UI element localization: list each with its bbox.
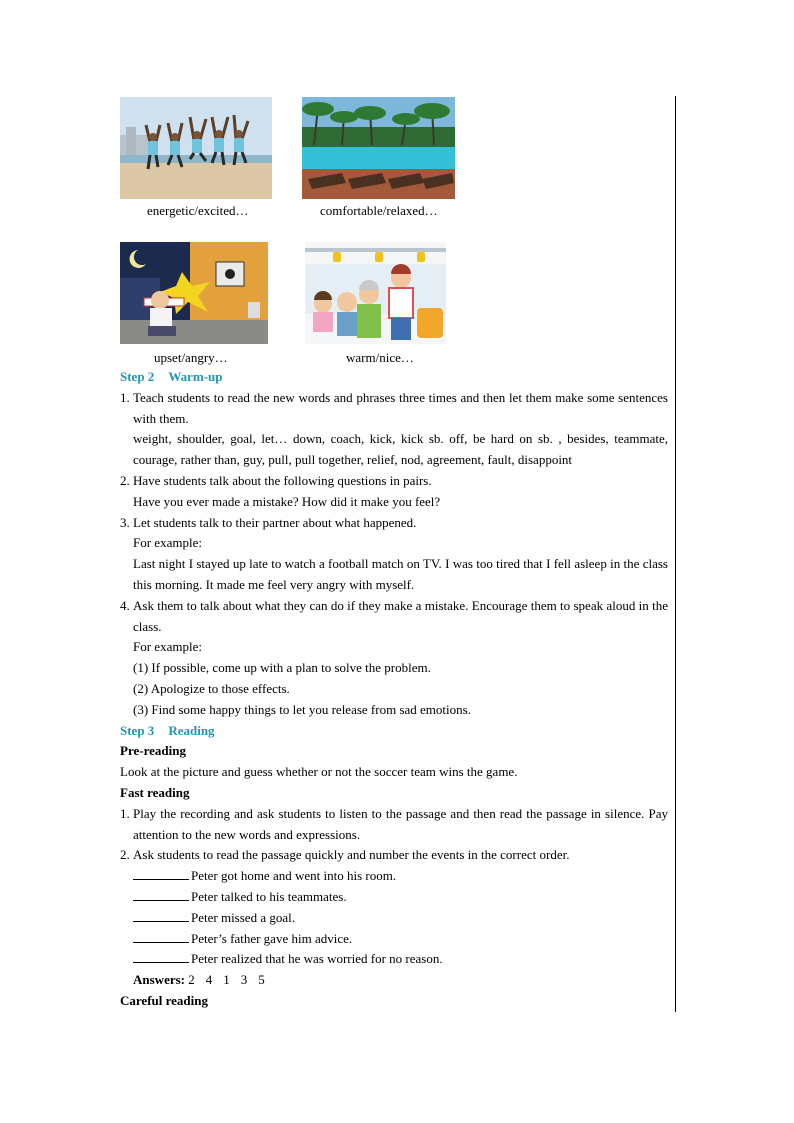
pre-reading-text: Look at the picture and guess whether or not the soccer team wins the game. — [120, 764, 518, 780]
answers-line: Answers: 2 4 1 3 5 — [133, 972, 265, 988]
step2-item-3: 3. Let students talk to their partner about what happened. — [120, 514, 417, 530]
discussion-question: Have you ever made a mistake? How did it make you feel? — [133, 493, 441, 509]
event-row: Peter talked to his teammates. — [120, 887, 668, 908]
caption-1: energetic/excited… — [147, 203, 249, 218]
margin-rule — [675, 96, 676, 1012]
step2-item-1: 1. Teach students to read the new words and phrases three times and then let them make some sentences with them. — [120, 389, 668, 426]
beach-jump-photo — [120, 97, 272, 199]
careful-reading-heading: Careful reading — [120, 992, 208, 1008]
event-row: Peter missed a goal. — [120, 908, 668, 929]
caption-3: upset/angry… — [154, 350, 228, 365]
angry-man-cartoon — [120, 242, 268, 344]
family-bus-cartoon — [305, 242, 446, 344]
pre-reading-heading: Pre-reading — [120, 743, 186, 759]
suggestion-1: (1) If possible, come up with a plan to solve the problem. — [133, 660, 431, 676]
event-row: Peter realized that he was worried for no reason. — [120, 949, 668, 970]
step2-heading: Step 2 Warm-up — [120, 369, 223, 384]
event-row: Peter’s father gave him advice. — [120, 929, 668, 950]
answer-blank[interactable] — [133, 949, 189, 963]
step2-item-2: 2. Have students talk about the following questions in pairs. — [120, 472, 432, 488]
caption-4: warm/nice… — [346, 350, 414, 365]
answer-blank[interactable] — [133, 908, 189, 922]
answer-blank[interactable] — [133, 887, 189, 901]
step3-heading: Step 3 Reading — [120, 722, 215, 738]
lesson-text — [120, 367, 668, 1012]
fast-reading-item-1: 1. Play the recording and ask students to listen to the passage and then read the passage in silence. Pay attention to the new words and expressions. — [120, 805, 668, 842]
pool-resort-photo — [302, 97, 455, 199]
suggestion-3: (3) Find some happy things to let you release from sad emotions. — [133, 701, 471, 717]
vocabulary-list: weight, shoulder, goal, let… down, coach, kick, kick sb. off, be hard on sb. , besides, teammate, courage, rather than, guy, pull, pull together, relief, nod, agreement, fault, disappoint — [133, 431, 668, 468]
example-text: Last night I stayed up late to watch a football match on TV. I was too tired that I fell asleep in the class this morning. It made me feel very angry with myself. — [133, 556, 668, 592]
suggestion-2: (2) Apologize to those effects. — [133, 680, 290, 696]
fast-reading-item-2: 2. Ask students to read the passage quickly and number the events in the correct order. — [120, 847, 570, 863]
answer-blank[interactable] — [133, 866, 189, 880]
fast-reading-heading: Fast reading — [120, 784, 190, 800]
caption-2: comfortable/relaxed… — [320, 203, 438, 218]
example-label-2: For example: — [133, 639, 202, 655]
step2-item-4: 4. Ask them to talk about what they can do if they make a mistake. Encourage them to speak aloud in the class. — [120, 597, 668, 634]
answer-blank[interactable] — [133, 929, 189, 943]
event-row: Peter got home and went into his room. — [120, 866, 668, 887]
example-label: For example: — [133, 535, 202, 551]
